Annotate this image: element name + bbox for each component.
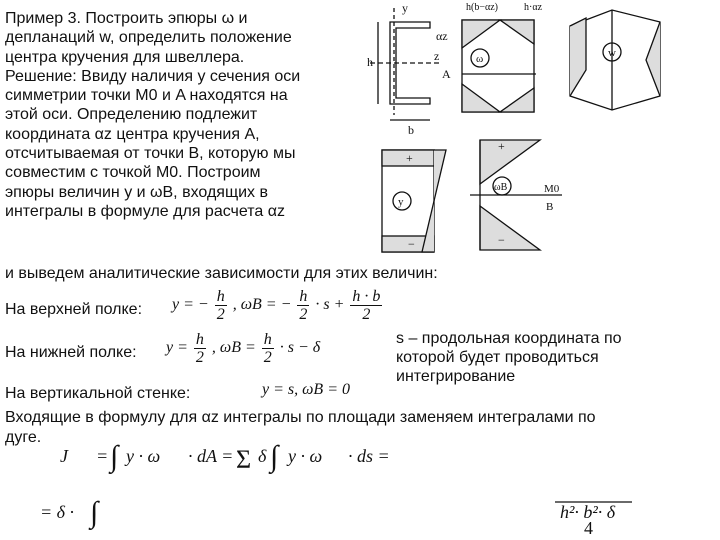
lower-flange-formula — [166, 331, 320, 366]
intro-line: симметрии точки M0 и A находятся на — [5, 87, 288, 105]
channel-section-diagrams — [350, 0, 720, 262]
integrals-line: Входящие в формулу для αz интегралы по площади заменяем интегралами по — [5, 409, 596, 426]
intro-line: эпюры величин y и ωB, входящих в — [5, 183, 268, 201]
numerator: h — [263, 331, 272, 348]
omega-lower-left — [462, 84, 500, 112]
label-w: w — [608, 47, 616, 59]
svg-text:· ds =: · ds = — [348, 446, 390, 466]
svg-text:=: = — [96, 446, 109, 466]
formula-part: , ωB = − — [232, 296, 292, 314]
lower-flange-label: На нижней полке: — [5, 344, 137, 361]
label-minus-omegaB: − — [498, 233, 505, 247]
formula-part: , ωB = — [211, 339, 256, 357]
svg-text:4: 4 — [584, 518, 593, 538]
svg-text:∫: ∫ — [110, 440, 119, 473]
label-plus-y: + — [406, 151, 413, 165]
label-y-diagram: y — [398, 196, 404, 208]
intro-line: совместим с точкой M0. Построим — [5, 164, 261, 182]
label-y: y — [402, 1, 408, 15]
integrals-line: дуге. — [5, 429, 42, 446]
omegaB-lower — [480, 206, 540, 250]
svg-text:y · ω: y · ω — [126, 446, 161, 466]
denominator: 2 — [362, 306, 371, 323]
omega-upper-right — [500, 20, 534, 44]
fraction — [297, 288, 309, 323]
w-right-fill — [646, 22, 660, 96]
numerator: h · b — [352, 288, 381, 305]
label-h: h — [367, 55, 373, 69]
svg-text:δ: δ — [258, 446, 267, 466]
intro-line: депланаций w, определить положение — [5, 29, 292, 47]
fraction — [215, 288, 227, 323]
intro-line: Решение: Ввиду наличия у сечения оси — [5, 67, 301, 85]
denominator: 2 — [195, 349, 204, 366]
label-M0: M0 — [544, 183, 560, 195]
formula-part: · s + — [315, 296, 345, 314]
numerator: h — [299, 288, 308, 305]
label-top-expr2: h·αz — [524, 2, 543, 13]
label-b: b — [408, 123, 414, 137]
svg-text:Σ: Σ — [236, 445, 252, 474]
label-omegaB: ωB — [494, 182, 508, 193]
fraction — [350, 288, 382, 323]
svg-text:= δ ·: = δ · — [40, 502, 75, 522]
note-line: интегрирование — [396, 368, 516, 385]
note — [396, 329, 622, 386]
note-line: s – продольная координата по — [396, 330, 622, 347]
denominator: 2 — [216, 306, 225, 323]
numerator: h — [195, 331, 204, 348]
svg-text:y · ω: y · ω — [288, 446, 323, 466]
formula-part: y = − — [172, 296, 209, 314]
upper-flange-formula — [172, 288, 384, 323]
note-line: которой будет проводиться — [396, 349, 599, 366]
integral-formulas — [0, 430, 720, 540]
label-minus-y: − — [408, 237, 415, 251]
intro-line: этой оси. Определению подлежит — [5, 106, 258, 124]
label-A: A — [442, 67, 451, 81]
w-left-fill — [570, 18, 586, 96]
formula-part: · s − δ — [279, 339, 321, 357]
omegaB-upper — [480, 140, 540, 184]
web-formula: y = s, ωB = 0 — [262, 381, 350, 398]
intro-line: отсчитываемая от точки B, которую мы — [5, 145, 296, 163]
fraction — [262, 331, 274, 366]
upper-flange-label: На верхней полке: — [5, 301, 143, 318]
intro-paragraph — [5, 9, 300, 221]
svg-text:∫: ∫ — [270, 440, 279, 473]
label-az: αz — [436, 29, 448, 43]
denominator: 2 — [263, 349, 272, 366]
label-omega: ω — [476, 53, 484, 65]
svg-text:J: J — [60, 446, 68, 466]
fraction — [194, 331, 206, 366]
label-top-expr: h(b−αz) — [466, 2, 498, 13]
intro-line: центра кручения для швеллера. — [5, 48, 245, 66]
omega-upper-left — [462, 20, 500, 48]
label-B: B — [546, 201, 554, 213]
svg-text:· dA =: · dA = — [188, 446, 234, 466]
label-plus-omegaB: + — [498, 139, 505, 153]
web-label: На вертикальной стенке: — [5, 385, 191, 402]
numerator: h — [216, 288, 225, 305]
intro-line: координата αz центра кручения A, — [5, 125, 260, 143]
denominator: 2 — [299, 306, 308, 323]
label-z: z — [434, 49, 440, 63]
svg-text:h²· b²· δ: h²· b²· δ — [560, 502, 616, 522]
intro-line: Пример 3. Построить эпюры ω и — [5, 10, 248, 27]
intro-line: интегралы в формуле для расчета αz — [5, 202, 285, 220]
svg-text:∫: ∫ — [90, 496, 99, 529]
omega-lower-right — [500, 88, 534, 112]
formula-part: y = — [166, 339, 188, 357]
derive-line: и выведем аналитические зависимости для этих величин: — [5, 265, 438, 282]
